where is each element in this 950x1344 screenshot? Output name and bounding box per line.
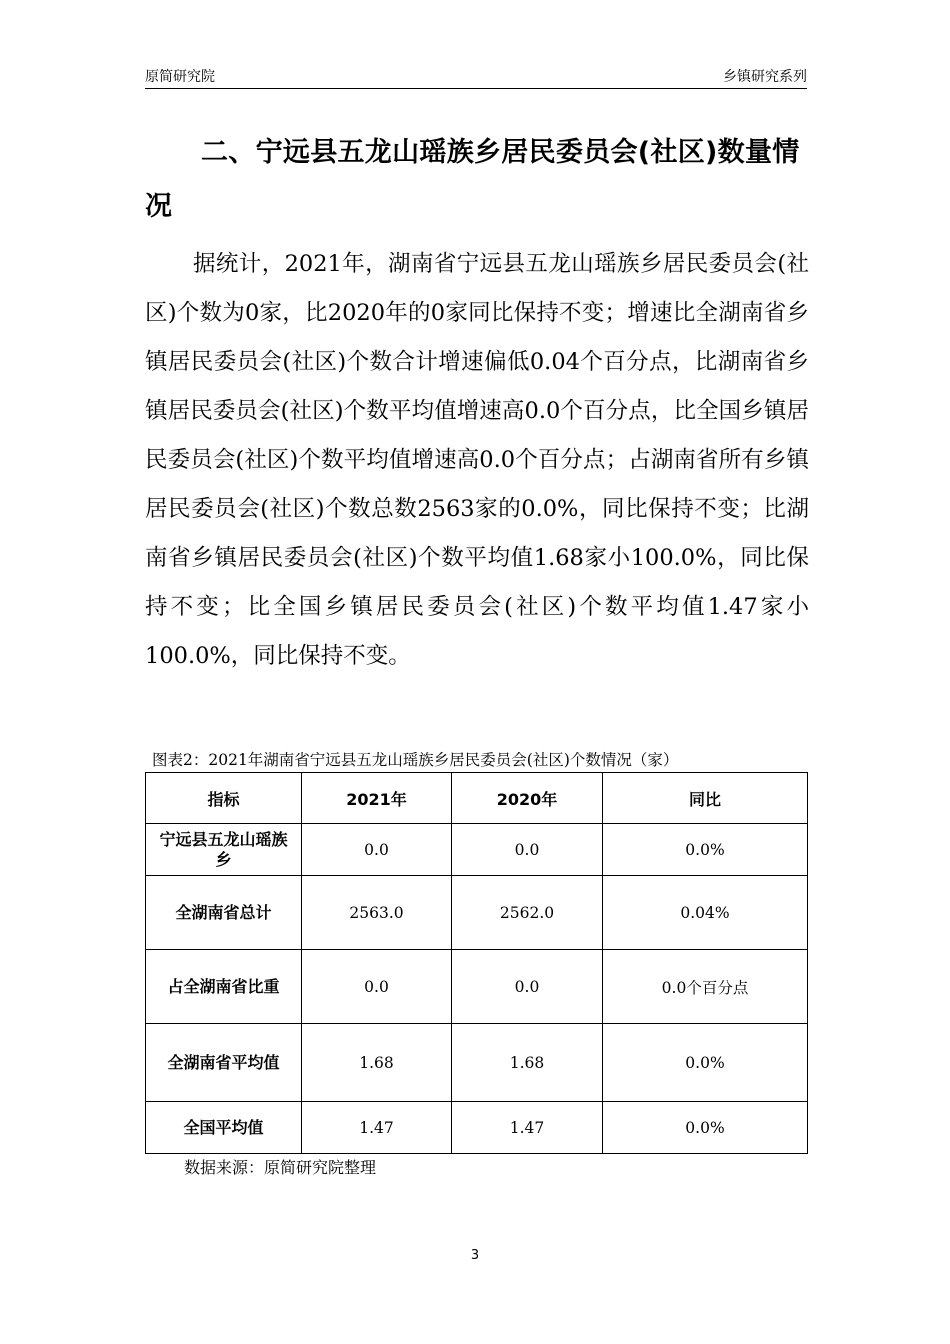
row-label: 宁远县五龙山瑶族乡 — [146, 824, 302, 876]
page-header — [145, 66, 807, 89]
cell-2020: 1.68 — [452, 1024, 603, 1102]
cell-2021: 0.0 — [302, 950, 452, 1024]
table-row — [146, 1024, 808, 1102]
cell-2021: 1.47 — [302, 1102, 452, 1154]
row-label: 占全湖南省比重 — [146, 950, 302, 1024]
header-series-name: 乡镇研究系列 — [723, 69, 807, 85]
cell-2021: 2563.0 — [302, 876, 452, 950]
cell-2020: 2562.0 — [452, 876, 603, 950]
column-header-2021: 2021年 — [302, 773, 452, 824]
row-label: 全国平均值 — [146, 1102, 302, 1154]
table-row — [146, 876, 808, 950]
table-row — [146, 1102, 808, 1154]
row-label: 全湖南省总计 — [146, 876, 302, 950]
cell-yoy: 0.0% — [603, 1102, 808, 1154]
table-caption: 图表2：2021年湖南省宁远县五龙山瑶族乡居民委员会(社区)个数情况（家） — [152, 751, 679, 769]
column-header-yoy: 同比 — [603, 773, 808, 824]
data-source-note: 数据来源：原简研究院整理 — [184, 1158, 377, 1177]
cell-2021: 0.0 — [302, 824, 452, 876]
cell-2020: 0.0 — [452, 950, 603, 1024]
table-row — [146, 950, 808, 1024]
table-header-row — [146, 773, 808, 824]
cell-yoy: 0.0% — [603, 824, 808, 876]
row-label: 全湖南省平均值 — [146, 1024, 302, 1102]
section-heading: 二、宁远县五龙山瑶族乡居民委员会(社区)数量情况 — [145, 137, 800, 222]
column-header-indicator: 指标 — [146, 773, 302, 824]
page-number: 3 — [470, 1248, 480, 1263]
body-paragraph: 据统计，2021年，湖南省宁远县五龙山瑶族乡居民委员会(社区)个数为0家，比2020年的0家同比保持不变；增速比全湖南省乡镇居民委员会(社区)个数合计增速偏低0.04个百分点，比湖南省乡镇居民委员会(社区)个数平均值增速高0.0个百分点，比全国乡镇居民委员会(社区)个数平均值增速高0.0个百分点；占湖南省所有乡镇居民委员会(社区)个数总数2563家的0.0%，同比保持不变；比湖南省乡镇居民委员会(社区)个数平均值1.68家小100.0%，同比保持不变；比全国乡镇居民委员会(社区)个数平均值1.47家小100.0%，同比保持不变。 — [145, 251, 809, 669]
header-org-name: 原简研究院 — [145, 69, 215, 85]
cell-2021: 1.68 — [302, 1024, 452, 1102]
cell-yoy: 0.0个百分点 — [603, 950, 808, 1024]
cell-2020: 0.0 — [452, 824, 603, 876]
table-row — [146, 824, 808, 876]
cell-yoy: 0.04% — [603, 876, 808, 950]
cell-yoy: 0.0% — [603, 1024, 808, 1102]
cell-2020: 1.47 — [452, 1102, 603, 1154]
column-header-2020: 2020年 — [452, 773, 603, 824]
data-table — [145, 772, 808, 1154]
